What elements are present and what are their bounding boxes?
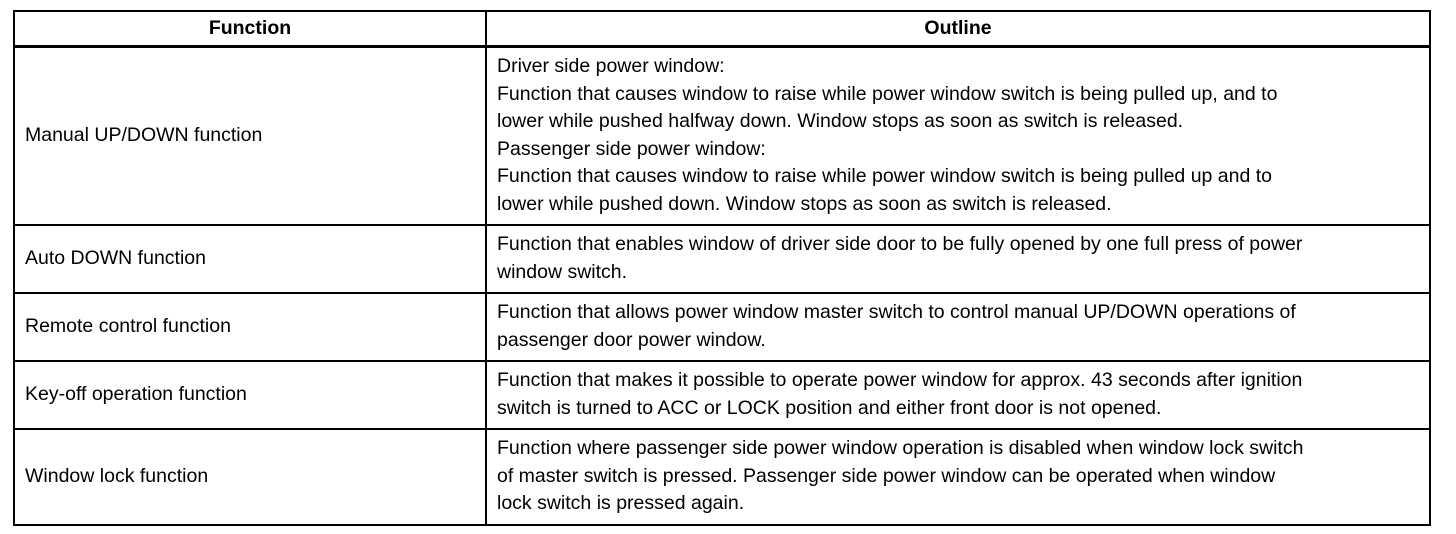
outline-cell	[486, 225, 1430, 293]
outline-line: lock switch is pressed again.	[497, 492, 745, 514]
outline-line: Function that causes window to raise while power window switch is being pulled up and to	[497, 165, 1273, 187]
outline-line: passenger door power window.	[497, 328, 766, 351]
outline-line: switch is turned to ACC or LOCK position and either front door is not opened.	[497, 396, 1162, 419]
outline-line: of master switch is pressed. Passenger side power window can be operated when window	[497, 464, 1276, 487]
outline-line: lower while pushed down. Window stops as soon as switch is released.	[497, 192, 1112, 215]
function-cell: Auto DOWN function	[14, 225, 486, 293]
outline-line: window switch.	[497, 260, 628, 283]
outline-line: Function that enables window of driver side door to be fully opened by one full press of power	[497, 233, 1303, 255]
table-row	[14, 429, 1430, 525]
outline-line: Function that makes it possible to operate power window for approx. 43 seconds after ignition	[497, 369, 1303, 391]
function-cell: Remote control function	[14, 293, 486, 361]
table-row	[14, 361, 1430, 429]
table-row	[14, 225, 1430, 293]
outline-cell	[486, 47, 1430, 226]
function-outline-table	[13, 10, 1431, 526]
outline-line: Function that causes window to raise while power window switch is being pulled up, and to	[497, 82, 1278, 105]
outline-cell	[486, 293, 1430, 361]
function-cell: Key-off operation function	[14, 361, 486, 429]
outline-line: Driver side power window:	[497, 55, 725, 77]
table-row	[14, 293, 1430, 361]
outline-cell	[486, 429, 1430, 525]
outline-line: Function where passenger side power window operation is disabled when window lock switch	[497, 437, 1304, 459]
table-header-row	[14, 11, 1430, 47]
outline-line: Function that allows power window master switch to control manual UP/DOWN operations of	[497, 301, 1296, 323]
header-function: Function	[14, 11, 486, 47]
function-cell: Window lock function	[14, 429, 486, 525]
outline-line: lower while pushed halfway down. Window stops as soon as switch is released.	[497, 110, 1184, 132]
function-cell: Manual UP/DOWN function	[14, 47, 486, 226]
outline-cell	[486, 361, 1430, 429]
table-row	[14, 47, 1430, 226]
outline-line: Passenger side power window:	[497, 137, 766, 160]
header-outline: Outline	[486, 11, 1430, 47]
